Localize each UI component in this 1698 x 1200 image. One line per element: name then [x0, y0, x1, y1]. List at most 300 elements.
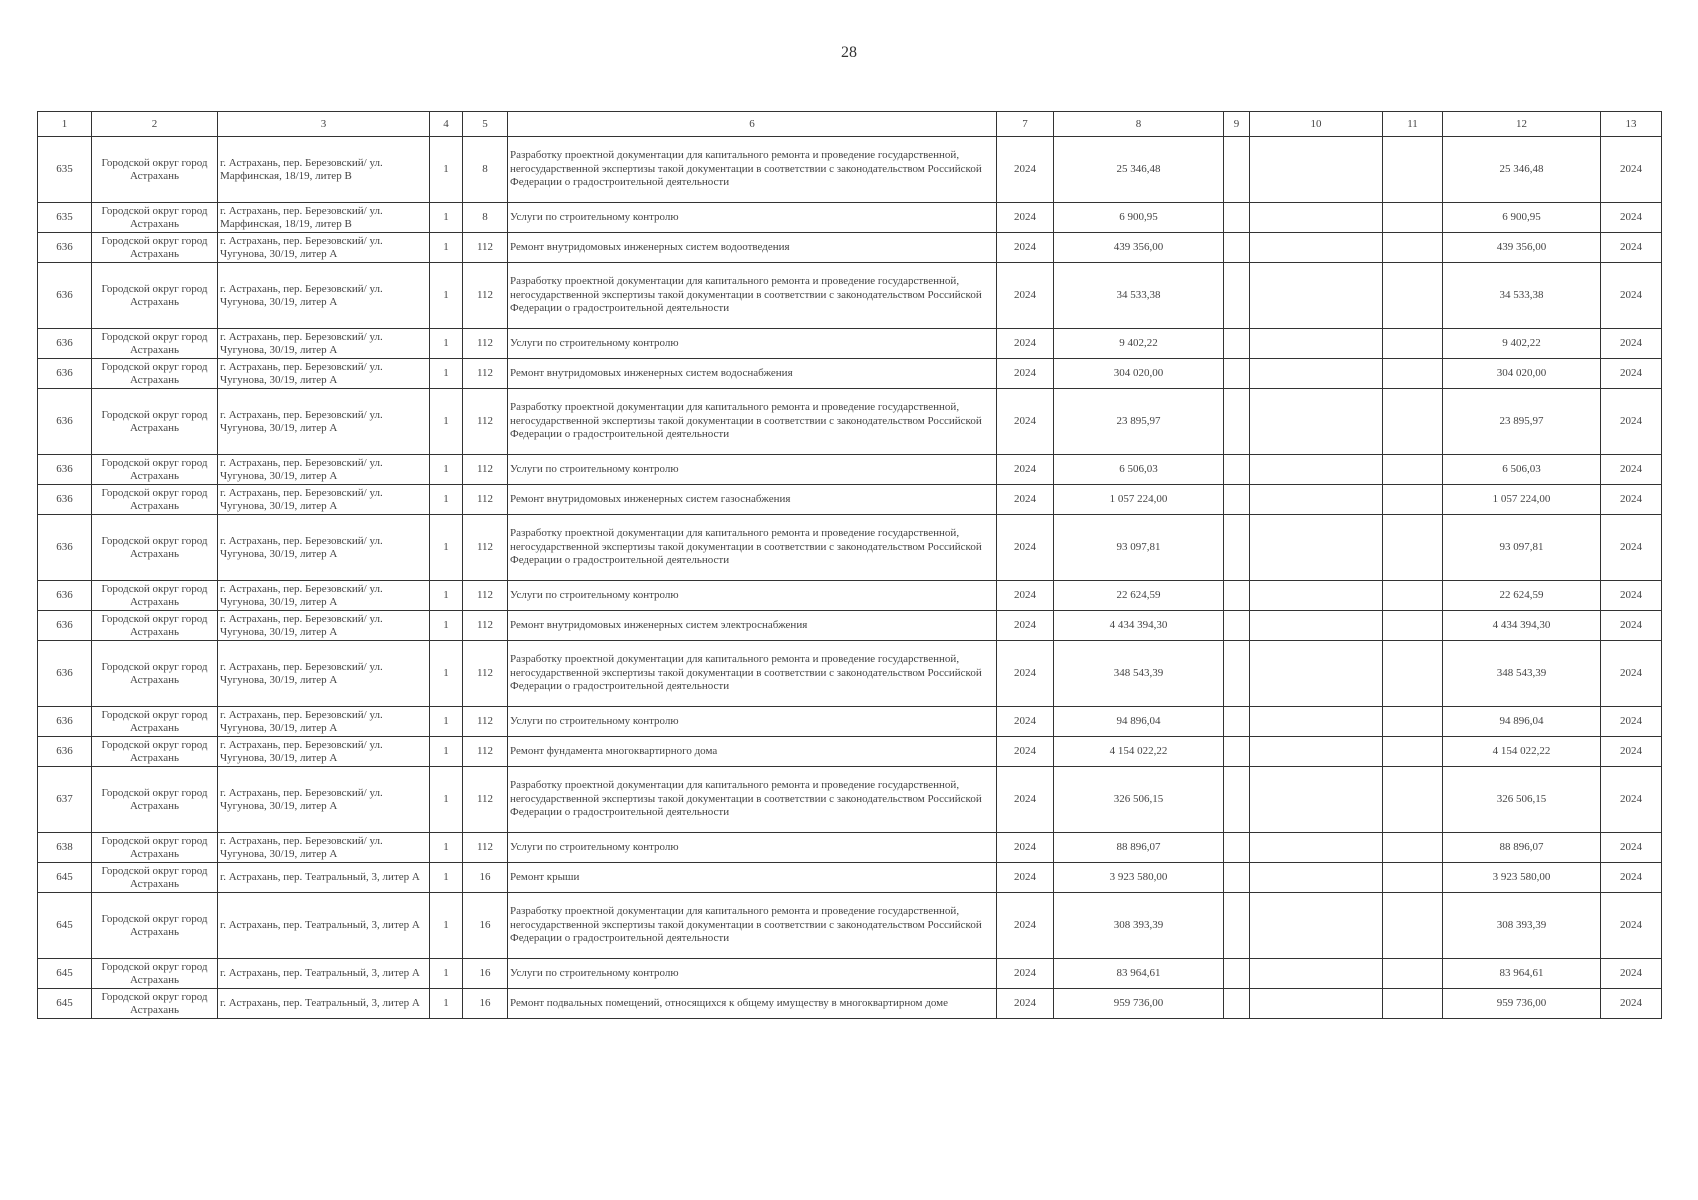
table-row	[38, 389, 1662, 455]
cell-amount: 94 896,04	[1054, 707, 1224, 737]
cell-amount: 9 402,22	[1054, 329, 1224, 359]
cell-col9	[1224, 959, 1250, 989]
cell-col5: 112	[463, 581, 508, 611]
cell-year-end: 2024	[1601, 455, 1662, 485]
cell-col5: 112	[463, 389, 508, 455]
table-row	[38, 581, 1662, 611]
cell-col10	[1250, 989, 1383, 1019]
cell-number: 636	[38, 485, 92, 515]
cell-col11	[1383, 359, 1443, 389]
cell-col4: 1	[430, 389, 463, 455]
cell-year-end: 2024	[1601, 611, 1662, 641]
cell-municipality: Городской округ город Астрахань	[92, 641, 218, 707]
cell-year-end: 2024	[1601, 137, 1662, 203]
cell-amount: 93 097,81	[1054, 515, 1224, 581]
cell-col4: 1	[430, 611, 463, 641]
page-number: 28	[841, 44, 857, 61]
cell-amount: 83 964,61	[1054, 959, 1224, 989]
cell-municipality: Городской округ город Астрахань	[92, 989, 218, 1019]
cell-col9	[1224, 455, 1250, 485]
cell-number: 636	[38, 389, 92, 455]
cell-col5: 112	[463, 485, 508, 515]
cell-address: г. Астрахань, пер. Березовский/ ул. Чугунова, 30/19, литер А	[218, 767, 430, 833]
cell-number: 635	[38, 137, 92, 203]
cell-col5: 8	[463, 137, 508, 203]
cell-col11	[1383, 203, 1443, 233]
cell-year-end: 2024	[1601, 893, 1662, 959]
cell-year: 2024	[997, 203, 1054, 233]
cell-amount: 1 057 224,00	[1054, 485, 1224, 515]
cell-address: г. Астрахань, пер. Березовский/ ул. Чугунова, 30/19, литер А	[218, 581, 430, 611]
cell-work-type: Услуги по строительному контролю	[508, 203, 997, 233]
cell-col4: 1	[430, 233, 463, 263]
cell-col11	[1383, 737, 1443, 767]
cell-amount-total: 3 923 580,00	[1443, 863, 1601, 893]
cell-year-end: 2024	[1601, 389, 1662, 455]
cell-work-type: Разработку проектной документации для капитального ремонта и проведение государственной, негосударственной экспертизы такой документации в соответствии с законодательством Российской Федерации о градостроительной деятельности	[508, 515, 997, 581]
cell-year-end: 2024	[1601, 989, 1662, 1019]
cell-col10	[1250, 203, 1383, 233]
cell-year: 2024	[997, 329, 1054, 359]
cell-col5: 8	[463, 203, 508, 233]
cell-col11	[1383, 389, 1443, 455]
cell-work-type: Ремонт внутридомовых инженерных систем газоснабжения	[508, 485, 997, 515]
cell-address: г. Астрахань, пер. Театральный, 3, литер А	[218, 863, 430, 893]
cell-col11	[1383, 989, 1443, 1019]
header-row	[38, 112, 1662, 137]
cell-col4: 1	[430, 737, 463, 767]
cell-col4: 1	[430, 455, 463, 485]
cell-col11	[1383, 455, 1443, 485]
cell-number: 636	[38, 515, 92, 581]
cell-municipality: Городской округ город Астрахань	[92, 329, 218, 359]
cell-municipality: Городской округ город Астрахань	[92, 233, 218, 263]
cell-amount-total: 304 020,00	[1443, 359, 1601, 389]
cell-col9	[1224, 737, 1250, 767]
cell-address: г. Астрахань, пер. Березовский/ ул. Чугунова, 30/19, литер А	[218, 611, 430, 641]
table-row	[38, 263, 1662, 329]
cell-col4: 1	[430, 485, 463, 515]
cell-address: г. Астрахань, пер. Березовский/ ул. Марфинская, 18/19, литер В	[218, 203, 430, 233]
cell-amount-total: 34 533,38	[1443, 263, 1601, 329]
cell-year: 2024	[997, 959, 1054, 989]
cell-amount: 308 393,39	[1054, 893, 1224, 959]
cell-amount-total: 348 543,39	[1443, 641, 1601, 707]
cell-amount: 959 736,00	[1054, 989, 1224, 1019]
cell-number: 636	[38, 641, 92, 707]
cell-col10	[1250, 959, 1383, 989]
cell-col5: 112	[463, 515, 508, 581]
table-row	[38, 959, 1662, 989]
cell-amount-total: 4 434 394,30	[1443, 611, 1601, 641]
cell-year-end: 2024	[1601, 233, 1662, 263]
cell-col10	[1250, 611, 1383, 641]
cell-col10	[1250, 515, 1383, 581]
cell-amount-total: 959 736,00	[1443, 989, 1601, 1019]
cell-amount-total: 88 896,07	[1443, 833, 1601, 863]
table-row	[38, 203, 1662, 233]
table-row	[38, 611, 1662, 641]
cell-col9	[1224, 641, 1250, 707]
cell-address: г. Астрахань, пер. Березовский/ ул. Чугунова, 30/19, литер А	[218, 329, 430, 359]
cell-number: 636	[38, 263, 92, 329]
cell-col5: 112	[463, 737, 508, 767]
cell-work-type: Разработку проектной документации для капитального ремонта и проведение государственной, негосударственной экспертизы такой документации в соответствии с законодательством Российской Федерации о градостроительной деятельности	[508, 893, 997, 959]
cell-amount-total: 308 393,39	[1443, 893, 1601, 959]
column-header: 6	[508, 112, 997, 137]
cell-year-end: 2024	[1601, 707, 1662, 737]
cell-col9	[1224, 833, 1250, 863]
cell-number: 636	[38, 233, 92, 263]
cell-year: 2024	[997, 707, 1054, 737]
table-row	[38, 485, 1662, 515]
capital-repair-table	[37, 111, 1662, 1019]
cell-work-type: Услуги по строительному контролю	[508, 329, 997, 359]
cell-amount: 88 896,07	[1054, 833, 1224, 863]
cell-col10	[1250, 389, 1383, 455]
cell-address: г. Астрахань, пер. Театральный, 3, литер А	[218, 989, 430, 1019]
cell-address: г. Астрахань, пер. Березовский/ ул. Чугунова, 30/19, литер А	[218, 233, 430, 263]
cell-col11	[1383, 233, 1443, 263]
cell-col10	[1250, 485, 1383, 515]
cell-amount: 304 020,00	[1054, 359, 1224, 389]
cell-work-type: Ремонт внутридомовых инженерных систем водоснабжения	[508, 359, 997, 389]
cell-number: 636	[38, 737, 92, 767]
cell-municipality: Городской округ город Астрахань	[92, 767, 218, 833]
cell-year: 2024	[997, 389, 1054, 455]
table-row	[38, 833, 1662, 863]
cell-col5: 16	[463, 893, 508, 959]
cell-col5: 112	[463, 833, 508, 863]
table-row	[38, 707, 1662, 737]
cell-col11	[1383, 137, 1443, 203]
cell-address: г. Астрахань, пер. Березовский/ ул. Марфинская, 18/19, литер В	[218, 137, 430, 203]
cell-number: 645	[38, 863, 92, 893]
column-header: 2	[92, 112, 218, 137]
table-row	[38, 359, 1662, 389]
cell-col11	[1383, 329, 1443, 359]
cell-municipality: Городской округ город Астрахань	[92, 611, 218, 641]
cell-col4: 1	[430, 641, 463, 707]
cell-col9	[1224, 767, 1250, 833]
cell-year-end: 2024	[1601, 203, 1662, 233]
cell-number: 636	[38, 455, 92, 485]
cell-work-type: Ремонт внутридомовых инженерных систем водоотведения	[508, 233, 997, 263]
cell-municipality: Городской округ город Астрахань	[92, 485, 218, 515]
cell-work-type: Услуги по строительному контролю	[508, 707, 997, 737]
cell-work-type: Ремонт подвальных помещений, относящихся к общему имуществу в многоквартирном доме	[508, 989, 997, 1019]
cell-address: г. Астрахань, пер. Березовский/ ул. Чугунова, 30/19, литер А	[218, 641, 430, 707]
cell-col10	[1250, 767, 1383, 833]
cell-col9	[1224, 137, 1250, 203]
cell-col10	[1250, 893, 1383, 959]
cell-year: 2024	[997, 581, 1054, 611]
cell-year: 2024	[997, 359, 1054, 389]
cell-year: 2024	[997, 737, 1054, 767]
cell-col9	[1224, 329, 1250, 359]
cell-col4: 1	[430, 137, 463, 203]
cell-amount: 4 434 394,30	[1054, 611, 1224, 641]
cell-address: г. Астрахань, пер. Березовский/ ул. Чугунова, 30/19, литер А	[218, 737, 430, 767]
cell-col4: 1	[430, 515, 463, 581]
cell-municipality: Городской округ город Астрахань	[92, 389, 218, 455]
cell-col4: 1	[430, 359, 463, 389]
cell-amount-total: 6 506,03	[1443, 455, 1601, 485]
cell-amount-total: 83 964,61	[1443, 959, 1601, 989]
cell-year: 2024	[997, 263, 1054, 329]
cell-col11	[1383, 581, 1443, 611]
cell-municipality: Городской округ город Астрахань	[92, 515, 218, 581]
cell-col9	[1224, 611, 1250, 641]
table-row	[38, 137, 1662, 203]
cell-col9	[1224, 485, 1250, 515]
cell-col10	[1250, 863, 1383, 893]
cell-col9	[1224, 233, 1250, 263]
cell-municipality: Городской округ город Астрахань	[92, 707, 218, 737]
table-row	[38, 737, 1662, 767]
column-header: 8	[1054, 112, 1224, 137]
cell-year-end: 2024	[1601, 581, 1662, 611]
cell-col5: 112	[463, 329, 508, 359]
cell-col5: 16	[463, 959, 508, 989]
cell-municipality: Городской округ город Астрахань	[92, 737, 218, 767]
cell-amount: 4 154 022,22	[1054, 737, 1224, 767]
cell-col5: 112	[463, 359, 508, 389]
column-header: 4	[430, 112, 463, 137]
cell-col11	[1383, 707, 1443, 737]
cell-year: 2024	[997, 515, 1054, 581]
cell-year: 2024	[997, 989, 1054, 1019]
cell-work-type: Услуги по строительному контролю	[508, 833, 997, 863]
cell-amount: 348 543,39	[1054, 641, 1224, 707]
cell-col5: 16	[463, 989, 508, 1019]
cell-year-end: 2024	[1601, 329, 1662, 359]
table-row	[38, 233, 1662, 263]
cell-number: 636	[38, 707, 92, 737]
cell-municipality: Городской округ город Астрахань	[92, 893, 218, 959]
cell-col4: 1	[430, 707, 463, 737]
cell-amount: 439 356,00	[1054, 233, 1224, 263]
cell-year: 2024	[997, 455, 1054, 485]
cell-work-type: Ремонт крыши	[508, 863, 997, 893]
cell-address: г. Астрахань, пер. Березовский/ ул. Чугунова, 30/19, литер А	[218, 359, 430, 389]
cell-work-type: Разработку проектной документации для капитального ремонта и проведение государственной, негосударственной экспертизы такой документации в соответствии с законодательством Российской Федерации о градостроительной деятельности	[508, 263, 997, 329]
table-body	[38, 137, 1662, 1019]
cell-work-type: Услуги по строительному контролю	[508, 455, 997, 485]
table-row	[38, 767, 1662, 833]
cell-year: 2024	[997, 767, 1054, 833]
cell-address: г. Астрахань, пер. Театральный, 3, литер А	[218, 893, 430, 959]
cell-year: 2024	[997, 233, 1054, 263]
cell-work-type: Ремонт внутридомовых инженерных систем электроснабжения	[508, 611, 997, 641]
cell-municipality: Городской округ город Астрахань	[92, 203, 218, 233]
cell-number: 636	[38, 329, 92, 359]
cell-work-type: Разработку проектной документации для капитального ремонта и проведение государственной, негосударственной экспертизы такой документации в соответствии с законодательством Российской Федерации о градостроительной деятельности	[508, 641, 997, 707]
cell-year-end: 2024	[1601, 263, 1662, 329]
cell-col4: 1	[430, 263, 463, 329]
cell-col11	[1383, 863, 1443, 893]
cell-number: 638	[38, 833, 92, 863]
cell-year: 2024	[997, 833, 1054, 863]
cell-municipality: Городской округ город Астрахань	[92, 359, 218, 389]
cell-year: 2024	[997, 863, 1054, 893]
cell-amount: 326 506,15	[1054, 767, 1224, 833]
cell-year: 2024	[997, 641, 1054, 707]
cell-col9	[1224, 989, 1250, 1019]
table-row	[38, 515, 1662, 581]
cell-col9	[1224, 359, 1250, 389]
cell-year: 2024	[997, 893, 1054, 959]
cell-col10	[1250, 641, 1383, 707]
cell-col9	[1224, 515, 1250, 581]
cell-col10	[1250, 833, 1383, 863]
column-header: 7	[997, 112, 1054, 137]
cell-amount-total: 22 624,59	[1443, 581, 1601, 611]
table-row	[38, 893, 1662, 959]
cell-work-type: Разработку проектной документации для капитального ремонта и проведение государственной, негосударственной экспертизы такой документации в соответствии с законодательством Российской Федерации о градостроительной деятельности	[508, 389, 997, 455]
column-header: 1	[38, 112, 92, 137]
cell-work-type: Разработку проектной документации для капитального ремонта и проведение государственной, негосударственной экспертизы такой документации в соответствии с законодательством Российской Федерации о градостроительной деятельности	[508, 137, 997, 203]
column-header: 13	[1601, 112, 1662, 137]
cell-col9	[1224, 203, 1250, 233]
cell-col4: 1	[430, 329, 463, 359]
cell-amount-total: 93 097,81	[1443, 515, 1601, 581]
cell-address: г. Астрахань, пер. Театральный, 3, литер А	[218, 959, 430, 989]
cell-year: 2024	[997, 611, 1054, 641]
cell-work-type: Разработку проектной документации для капитального ремонта и проведение государственной, негосударственной экспертизы такой документации в соответствии с законодательством Российской Федерации о градостроительной деятельности	[508, 767, 997, 833]
cell-col9	[1224, 863, 1250, 893]
cell-amount-total: 439 356,00	[1443, 233, 1601, 263]
table-row	[38, 863, 1662, 893]
cell-municipality: Городской округ город Астрахань	[92, 263, 218, 329]
cell-amount-total: 23 895,97	[1443, 389, 1601, 455]
cell-col10	[1250, 329, 1383, 359]
cell-col4: 1	[430, 767, 463, 833]
cell-col5: 16	[463, 863, 508, 893]
cell-number: 635	[38, 203, 92, 233]
cell-col10	[1250, 233, 1383, 263]
cell-col11	[1383, 515, 1443, 581]
cell-col5: 112	[463, 641, 508, 707]
column-header: 3	[218, 112, 430, 137]
table-row	[38, 989, 1662, 1019]
cell-year-end: 2024	[1601, 359, 1662, 389]
cell-amount-total: 4 154 022,22	[1443, 737, 1601, 767]
cell-number: 636	[38, 581, 92, 611]
cell-year-end: 2024	[1601, 515, 1662, 581]
cell-address: г. Астрахань, пер. Березовский/ ул. Чугунова, 30/19, литер А	[218, 263, 430, 329]
cell-col9	[1224, 893, 1250, 959]
cell-col11	[1383, 263, 1443, 329]
cell-col5: 112	[463, 263, 508, 329]
cell-col10	[1250, 137, 1383, 203]
cell-col11	[1383, 893, 1443, 959]
column-header: 9	[1224, 112, 1250, 137]
cell-col5: 112	[463, 455, 508, 485]
cell-col5: 112	[463, 707, 508, 737]
cell-number: 645	[38, 893, 92, 959]
cell-address: г. Астрахань, пер. Березовский/ ул. Чугунова, 30/19, литер А	[218, 455, 430, 485]
cell-work-type: Услуги по строительному контролю	[508, 581, 997, 611]
cell-col5: 112	[463, 233, 508, 263]
cell-amount-total: 25 346,48	[1443, 137, 1601, 203]
column-header: 10	[1250, 112, 1383, 137]
cell-col10	[1250, 707, 1383, 737]
column-header: 12	[1443, 112, 1601, 137]
cell-number: 637	[38, 767, 92, 833]
cell-municipality: Городской округ город Астрахань	[92, 137, 218, 203]
cell-year-end: 2024	[1601, 959, 1662, 989]
cell-col4: 1	[430, 581, 463, 611]
cell-col9	[1224, 707, 1250, 737]
cell-col5: 112	[463, 767, 508, 833]
cell-col11	[1383, 485, 1443, 515]
cell-address: г. Астрахань, пер. Березовский/ ул. Чугунова, 30/19, литер А	[218, 389, 430, 455]
cell-amount: 6 506,03	[1054, 455, 1224, 485]
cell-col11	[1383, 641, 1443, 707]
cell-amount-total: 94 896,04	[1443, 707, 1601, 737]
cell-year: 2024	[997, 137, 1054, 203]
cell-amount: 34 533,38	[1054, 263, 1224, 329]
cell-col4: 1	[430, 863, 463, 893]
cell-work-type: Услуги по строительному контролю	[508, 959, 997, 989]
cell-amount: 23 895,97	[1054, 389, 1224, 455]
cell-number: 636	[38, 611, 92, 641]
cell-municipality: Городской округ город Астрахань	[92, 863, 218, 893]
cell-number: 645	[38, 989, 92, 1019]
cell-col4: 1	[430, 833, 463, 863]
column-header: 5	[463, 112, 508, 137]
table-row	[38, 641, 1662, 707]
cell-col9	[1224, 263, 1250, 329]
cell-address: г. Астрахань, пер. Березовский/ ул. Чугунова, 30/19, литер А	[218, 707, 430, 737]
cell-year-end: 2024	[1601, 863, 1662, 893]
table-row	[38, 329, 1662, 359]
cell-municipality: Городской округ город Астрахань	[92, 959, 218, 989]
cell-amount-total: 326 506,15	[1443, 767, 1601, 833]
cell-year-end: 2024	[1601, 737, 1662, 767]
cell-col10	[1250, 455, 1383, 485]
table-row	[38, 455, 1662, 485]
cell-address: г. Астрахань, пер. Березовский/ ул. Чугунова, 30/19, литер А	[218, 833, 430, 863]
cell-address: г. Астрахань, пер. Березовский/ ул. Чугунова, 30/19, литер А	[218, 515, 430, 581]
cell-year-end: 2024	[1601, 833, 1662, 863]
cell-col4: 1	[430, 989, 463, 1019]
cell-municipality: Городской округ город Астрахань	[92, 581, 218, 611]
cell-col4: 1	[430, 893, 463, 959]
cell-amount: 3 923 580,00	[1054, 863, 1224, 893]
cell-year-end: 2024	[1601, 767, 1662, 833]
cell-municipality: Городской округ город Астрахань	[92, 455, 218, 485]
cell-col10	[1250, 263, 1383, 329]
cell-col4: 1	[430, 203, 463, 233]
cell-col9	[1224, 389, 1250, 455]
cell-year: 2024	[997, 485, 1054, 515]
cell-col10	[1250, 737, 1383, 767]
cell-amount: 22 624,59	[1054, 581, 1224, 611]
cell-number: 645	[38, 959, 92, 989]
cell-work-type: Ремонт фундамента многоквартирного дома	[508, 737, 997, 767]
cell-col11	[1383, 959, 1443, 989]
cell-col5: 112	[463, 611, 508, 641]
cell-year-end: 2024	[1601, 641, 1662, 707]
cell-amount-total: 9 402,22	[1443, 329, 1601, 359]
cell-col9	[1224, 581, 1250, 611]
cell-col11	[1383, 611, 1443, 641]
cell-col10	[1250, 581, 1383, 611]
cell-number: 636	[38, 359, 92, 389]
cell-address: г. Астрахань, пер. Березовский/ ул. Чугунова, 30/19, литер А	[218, 485, 430, 515]
